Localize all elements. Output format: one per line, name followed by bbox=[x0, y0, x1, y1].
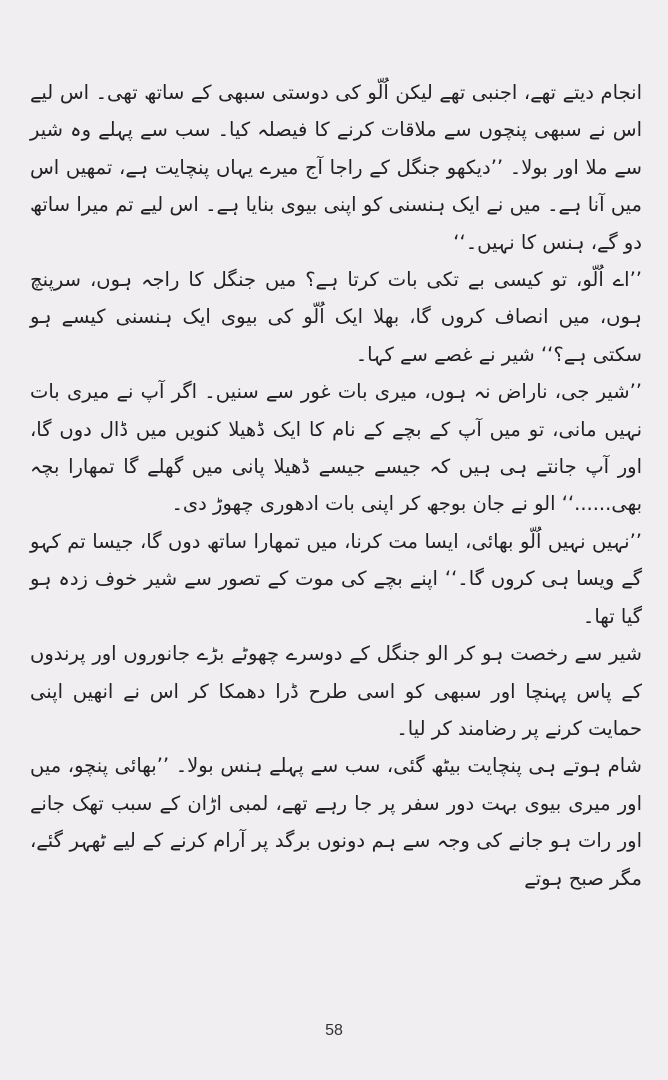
paragraph: شام ہوتے ہی پنچایت بیٹھ گئی، سب سے پہلے ہنس بولا۔ ’’بھائی پنچو، میں اور میری بیوی بہت دور سفر پر جا رہے تھے، لمبی اڑان کے سبب تھک جانے اور رات ہو جانے کی وجہ سے ہم دونوں برگد پر آرام کرنے کے لیے ٹھہر گئے، مگر صبح ہوتے bbox=[30, 754, 642, 890]
paragraph: انجام دیتے تھے، اجنبی تھے لیکن اُلّو کی دوستی سبھی کے ساتھ تھی۔ اس لیے اس نے سبھی پنچوں سے ملاقات کرنے کا فیصلہ کیا۔ سب سے پہلے وہ شیر سے ملا اور بولا۔ ’’دیکھو جنگل کے راجا آج میرے یہاں پنچایت ہے، تمھیں اس میں آنا ہے۔ میں نے ایک ہنسنی کو اپنی بیوی بنایا ہے۔ اس لیے تم میرا ساتھ دو گے، ہنس کا نہیں۔‘‘ bbox=[30, 81, 642, 254]
paragraph: ’’نہیں نہیں اُلّو بھائی، ایسا مت کرنا، میں تمھارا ساتھ دوں گا، جیسا تم کہو گے ویسا ہی کروں گا۔‘‘ اپنے بچے کی موت کے تصور سے شیر خوف زدہ ہو گیا تھا۔ bbox=[30, 529, 642, 628]
paragraph: ’’شیر جی، ناراض نہ ہوں، میری بات غور سے سنیں۔ اگر آپ نے میری بات نہیں مانی، تو میں آپ کے بچے کے نام کا ایک ڈھیلا کنویں میں ڈال دوں گا، اور آپ جانتے ہی ہیں کہ جیسے جیسے ڈھیلا پانی میں گھلے گا تمھارا بچہ بھی......‘‘ الو نے جان بوجھ کر اپنی بات ادھوری چھوڑ دی۔ bbox=[30, 380, 642, 516]
paragraph: ’’اے اُلّو، تو کیسی بے تکی بات کرتا ہے؟ میں جنگل کا راجہ ہوں، سرپنچ ہوں، میں انصاف کروں گا، بھلا ایک اُلّو کی بیوی ایک ہنسنی کیسے ہو سکتی ہے؟‘‘ شیر نے غصے سے کہا۔ bbox=[30, 268, 642, 366]
paragraph: شیر سے رخصت ہو کر الو جنگل کے دوسرے چھوٹے بڑے جانوروں اور پرندوں کے پاس پہنچا اور سبھی کو اسی طرح ڈرا دھمکا کر اس نے انھیں اپنی حمایت کرنے پر رضامند کر لیا۔ bbox=[30, 642, 642, 740]
body-text bbox=[30, 74, 642, 897]
page-number: 58 bbox=[325, 1022, 343, 1039]
